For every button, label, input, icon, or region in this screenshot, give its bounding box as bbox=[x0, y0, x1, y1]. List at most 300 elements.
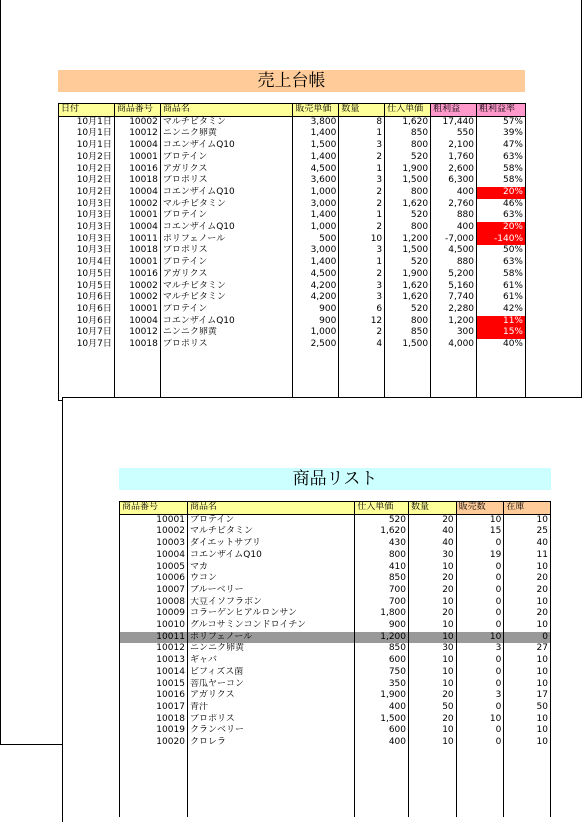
cell-gross-profit[interactable]: 6,300 bbox=[431, 175, 477, 187]
cell-cost-price[interactable]: 1,900 bbox=[385, 269, 431, 281]
cell-product-name[interactable]: アガリクス bbox=[160, 269, 293, 281]
cell-margin[interactable]: -140% bbox=[477, 234, 526, 246]
cell-sold[interactable]: 0 bbox=[456, 667, 504, 679]
cell-stock[interactable]: 10 bbox=[504, 667, 551, 679]
empty-cell[interactable] bbox=[385, 351, 431, 401]
cell-product-name[interactable]: ニンニク卵黄 bbox=[187, 643, 354, 655]
cell-margin[interactable]: 63% bbox=[477, 152, 526, 164]
cell-gross-profit[interactable]: 1,200 bbox=[431, 316, 477, 328]
cell-gross-profit[interactable]: -7,000 bbox=[431, 234, 477, 246]
cell-date[interactable]: 10月5日 bbox=[59, 281, 115, 293]
cell-product-name[interactable]: ポリフェノール bbox=[187, 632, 354, 644]
cell-quantity[interactable]: 6 bbox=[339, 304, 385, 316]
cell-margin[interactable]: 63% bbox=[477, 257, 526, 269]
cell-sale-price[interactable]: 500 bbox=[293, 234, 339, 246]
cell-cost-price[interactable]: 600 bbox=[355, 655, 409, 667]
cell-product-name[interactable]: クランベリー bbox=[187, 725, 354, 737]
cell-margin[interactable]: 46% bbox=[477, 199, 526, 211]
cell-cost-price[interactable]: 400 bbox=[355, 702, 409, 714]
cell-quantity[interactable]: 10 bbox=[409, 655, 457, 667]
cell-quantity[interactable]: 2 bbox=[339, 327, 385, 339]
cell-sale-price[interactable]: 4,500 bbox=[293, 164, 339, 176]
cell-margin[interactable]: 58% bbox=[477, 269, 526, 281]
product-row[interactable] bbox=[120, 737, 551, 749]
cell-product-id[interactable]: 10003 bbox=[120, 538, 188, 550]
cell-product-name[interactable]: コラーゲンヒアルロンサン bbox=[187, 608, 354, 620]
cell-stock[interactable]: 10 bbox=[504, 714, 551, 726]
cell-gross-profit[interactable]: 880 bbox=[431, 257, 477, 269]
cell-margin[interactable]: 15% bbox=[477, 327, 526, 339]
cell-stock[interactable]: 10 bbox=[504, 655, 551, 667]
cell-product-id[interactable]: 10012 bbox=[120, 643, 188, 655]
cell-cost-price[interactable]: 600 bbox=[355, 725, 409, 737]
cell-product-id[interactable]: 10006 bbox=[120, 573, 188, 585]
cell-margin[interactable]: 47% bbox=[477, 140, 526, 152]
cell-sold[interactable]: 3 bbox=[456, 643, 504, 655]
cell-product-name[interactable]: ギャバ bbox=[187, 655, 354, 667]
cell-product-id[interactable]: 10020 bbox=[120, 737, 188, 749]
cell-sale-price[interactable]: 1,400 bbox=[293, 152, 339, 164]
cell-cost-price[interactable]: 850 bbox=[355, 573, 409, 585]
cell-product-name[interactable]: プロポリス bbox=[160, 175, 293, 187]
cell-margin[interactable]: 63% bbox=[477, 210, 526, 222]
cell-product-name[interactable]: マルチビタミン bbox=[187, 526, 354, 538]
cell-margin[interactable]: 57% bbox=[477, 116, 526, 128]
cell-quantity[interactable]: 10 bbox=[409, 737, 457, 749]
cell-sold[interactable]: 0 bbox=[456, 597, 504, 609]
cell-cost-price[interactable]: 1,500 bbox=[385, 245, 431, 257]
cell-product-name[interactable]: プロポリス bbox=[187, 714, 354, 726]
cell-cost-price[interactable]: 750 bbox=[355, 667, 409, 679]
product-row[interactable] bbox=[120, 643, 551, 655]
cell-margin[interactable]: 42% bbox=[477, 304, 526, 316]
cell-sold[interactable]: 0 bbox=[456, 679, 504, 691]
cell-stock[interactable]: 10 bbox=[504, 679, 551, 691]
cell-quantity[interactable]: 50 bbox=[409, 702, 457, 714]
cell-cost-price[interactable]: 520 bbox=[355, 514, 409, 526]
cell-product-name[interactable]: ニンニク卵黄 bbox=[160, 327, 293, 339]
cell-cost-price[interactable]: 700 bbox=[355, 585, 409, 597]
cell-product-id[interactable]: 10013 bbox=[120, 655, 188, 667]
cell-sold[interactable]: 10 bbox=[456, 514, 504, 526]
cell-quantity[interactable]: 2 bbox=[339, 187, 385, 199]
cell-gross-profit[interactable]: 300 bbox=[431, 327, 477, 339]
cell-product-name[interactable]: マルチビタミン bbox=[160, 199, 293, 211]
cell-cost-price[interactable]: 1,500 bbox=[385, 339, 431, 351]
empty-cell[interactable] bbox=[59, 351, 115, 401]
cell-cost-price[interactable]: 1,900 bbox=[385, 164, 431, 176]
cell-product-id[interactable]: 10002 bbox=[114, 199, 160, 211]
cell-product-id[interactable]: 10009 bbox=[120, 608, 188, 620]
product-row[interactable] bbox=[120, 550, 551, 562]
cell-sold[interactable]: 3 bbox=[456, 690, 504, 702]
product-row[interactable] bbox=[120, 690, 551, 702]
cell-stock[interactable]: 10 bbox=[504, 725, 551, 737]
product-row[interactable] bbox=[120, 702, 551, 714]
cell-quantity[interactable]: 3 bbox=[339, 292, 385, 304]
cell-quantity[interactable]: 3 bbox=[339, 281, 385, 293]
cell-date[interactable]: 10月3日 bbox=[59, 234, 115, 246]
cell-quantity[interactable]: 10 bbox=[409, 562, 457, 574]
cell-quantity[interactable]: 20 bbox=[409, 514, 457, 526]
cell-sold[interactable]: 10 bbox=[456, 632, 504, 644]
cell-product-name[interactable]: プロテイン bbox=[187, 514, 354, 526]
cell-date[interactable]: 10月6日 bbox=[59, 304, 115, 316]
cell-product-id[interactable]: 10014 bbox=[120, 667, 188, 679]
cell-product-id[interactable]: 10004 bbox=[114, 222, 160, 234]
cell-sale-price[interactable]: 900 bbox=[293, 316, 339, 328]
cell-product-name[interactable]: コエンザイムQ10 bbox=[160, 222, 293, 234]
cell-product-name[interactable]: マルチビタミン bbox=[160, 116, 293, 128]
product-row[interactable] bbox=[120, 562, 551, 574]
cell-stock[interactable]: 10 bbox=[504, 620, 551, 632]
cell-sale-price[interactable]: 1,000 bbox=[293, 187, 339, 199]
cell-product-name[interactable]: ブルーベリー bbox=[187, 585, 354, 597]
cell-cost-price[interactable]: 410 bbox=[355, 562, 409, 574]
cell-gross-profit[interactable]: 4,000 bbox=[431, 339, 477, 351]
cell-product-id[interactable]: 10018 bbox=[114, 175, 160, 187]
cell-product-name[interactable]: マルチビタミン bbox=[160, 292, 293, 304]
cell-cost-price[interactable]: 520 bbox=[385, 304, 431, 316]
cell-date[interactable]: 10月3日 bbox=[59, 199, 115, 211]
cell-cost-price[interactable]: 700 bbox=[355, 597, 409, 609]
cell-product-name[interactable]: 大豆イソフラボン bbox=[187, 597, 354, 609]
cell-product-name[interactable]: アガリクス bbox=[160, 164, 293, 176]
cell-stock[interactable]: 10 bbox=[504, 737, 551, 749]
cell-quantity[interactable]: 8 bbox=[339, 116, 385, 128]
cell-cost-price[interactable]: 1,620 bbox=[385, 199, 431, 211]
cell-product-id[interactable]: 10004 bbox=[114, 187, 160, 199]
cell-cost-price[interactable]: 1,500 bbox=[355, 714, 409, 726]
cell-product-id[interactable]: 10004 bbox=[114, 316, 160, 328]
product-row[interactable] bbox=[120, 514, 551, 526]
cell-product-name[interactable]: ウコン bbox=[187, 573, 354, 585]
cell-quantity[interactable]: 20 bbox=[409, 585, 457, 597]
cell-margin[interactable]: 50% bbox=[477, 245, 526, 257]
cell-stock[interactable]: 50 bbox=[504, 702, 551, 714]
cell-sold[interactable]: 0 bbox=[456, 620, 504, 632]
cell-cost-price[interactable]: 1,900 bbox=[355, 690, 409, 702]
cell-margin[interactable]: 61% bbox=[477, 292, 526, 304]
cell-stock[interactable]: 17 bbox=[504, 690, 551, 702]
cell-cost-price[interactable]: 800 bbox=[385, 187, 431, 199]
cell-cost-price[interactable]: 800 bbox=[385, 140, 431, 152]
empty-cell[interactable] bbox=[355, 749, 409, 817]
cell-cost-price[interactable]: 900 bbox=[355, 620, 409, 632]
cell-gross-profit[interactable]: 5,200 bbox=[431, 269, 477, 281]
cell-sale-price[interactable]: 3,800 bbox=[293, 116, 339, 128]
product-row[interactable] bbox=[120, 526, 551, 538]
cell-gross-profit[interactable]: 400 bbox=[431, 222, 477, 234]
cell-sale-price[interactable]: 1,000 bbox=[293, 327, 339, 339]
cell-sold[interactable]: 0 bbox=[456, 725, 504, 737]
cell-margin[interactable]: 40% bbox=[477, 339, 526, 351]
cell-margin[interactable]: 58% bbox=[477, 164, 526, 176]
cell-cost-price[interactable]: 850 bbox=[385, 128, 431, 140]
cell-product-name[interactable]: アガリクス bbox=[187, 690, 354, 702]
cell-date[interactable]: 10月2日 bbox=[59, 187, 115, 199]
cell-quantity[interactable]: 40 bbox=[409, 538, 457, 550]
cell-quantity[interactable]: 10 bbox=[409, 679, 457, 691]
cell-product-name[interactable]: プロポリス bbox=[160, 339, 293, 351]
cell-product-id[interactable]: 10001 bbox=[114, 304, 160, 316]
empty-cell[interactable] bbox=[160, 351, 293, 401]
cell-sold[interactable]: 0 bbox=[456, 655, 504, 667]
cell-date[interactable]: 10月2日 bbox=[59, 152, 115, 164]
cell-product-id[interactable]: 10012 bbox=[114, 128, 160, 140]
cell-product-id[interactable]: 10011 bbox=[120, 632, 188, 644]
cell-product-name[interactable]: コエンザイムQ10 bbox=[160, 187, 293, 199]
cell-sale-price[interactable]: 4,500 bbox=[293, 269, 339, 281]
cell-stock[interactable]: 40 bbox=[504, 538, 551, 550]
cell-quantity[interactable]: 3 bbox=[339, 245, 385, 257]
cell-product-id[interactable]: 10004 bbox=[114, 140, 160, 152]
cell-product-name[interactable]: プロテイン bbox=[160, 304, 293, 316]
cell-date[interactable]: 10月3日 bbox=[59, 210, 115, 222]
cell-product-name[interactable]: プロテイン bbox=[160, 257, 293, 269]
cell-product-id[interactable]: 10002 bbox=[114, 292, 160, 304]
cell-margin[interactable]: 58% bbox=[477, 175, 526, 187]
product-row[interactable] bbox=[120, 667, 551, 679]
cell-product-id[interactable]: 10016 bbox=[114, 164, 160, 176]
cell-product-id[interactable]: 10015 bbox=[120, 679, 188, 691]
cell-quantity[interactable]: 2 bbox=[339, 199, 385, 211]
cell-product-id[interactable]: 10018 bbox=[114, 245, 160, 257]
cell-margin[interactable]: 11% bbox=[477, 316, 526, 328]
cell-sold[interactable]: 0 bbox=[456, 702, 504, 714]
product-row[interactable] bbox=[120, 655, 551, 667]
empty-cell[interactable] bbox=[409, 749, 457, 817]
cell-cost-price[interactable]: 520 bbox=[385, 257, 431, 269]
cell-gross-profit[interactable]: 4,500 bbox=[431, 245, 477, 257]
cell-sale-price[interactable]: 900 bbox=[293, 304, 339, 316]
cell-cost-price[interactable]: 1,620 bbox=[385, 281, 431, 293]
cell-product-name[interactable]: クロレラ bbox=[187, 737, 354, 749]
cell-date[interactable]: 10月6日 bbox=[59, 292, 115, 304]
cell-quantity[interactable]: 2 bbox=[339, 269, 385, 281]
cell-sold[interactable]: 0 bbox=[456, 573, 504, 585]
cell-stock[interactable]: 20 bbox=[504, 585, 551, 597]
cell-stock[interactable]: 10 bbox=[504, 514, 551, 526]
cell-date[interactable]: 10月1日 bbox=[59, 116, 115, 128]
empty-cell[interactable] bbox=[431, 351, 477, 401]
cell-product-name[interactable]: 青汁 bbox=[187, 702, 354, 714]
cell-sold[interactable]: 0 bbox=[456, 538, 504, 550]
cell-cost-price[interactable]: 1,620 bbox=[355, 526, 409, 538]
cell-quantity[interactable]: 4 bbox=[339, 339, 385, 351]
cell-quantity[interactable]: 1 bbox=[339, 128, 385, 140]
cell-stock[interactable]: 27 bbox=[504, 643, 551, 655]
cell-gross-profit[interactable]: 2,100 bbox=[431, 140, 477, 152]
cell-margin[interactable]: 20% bbox=[477, 222, 526, 234]
cell-product-name[interactable]: コエンザイムQ10 bbox=[187, 550, 354, 562]
cell-date[interactable]: 10月7日 bbox=[59, 327, 115, 339]
cell-product-id[interactable]: 10016 bbox=[114, 269, 160, 281]
cell-product-id[interactable]: 10008 bbox=[120, 597, 188, 609]
cell-stock[interactable]: 20 bbox=[504, 573, 551, 585]
cell-quantity[interactable]: 10 bbox=[409, 725, 457, 737]
cell-cost-price[interactable]: 1,200 bbox=[355, 632, 409, 644]
cell-product-id[interactable]: 10001 bbox=[114, 210, 160, 222]
cell-quantity[interactable]: 30 bbox=[409, 643, 457, 655]
cell-sold[interactable]: 0 bbox=[456, 562, 504, 574]
cell-gross-profit[interactable]: 880 bbox=[431, 210, 477, 222]
cell-product-name[interactable]: プロポリス bbox=[160, 245, 293, 257]
product-row[interactable] bbox=[120, 608, 551, 620]
cell-quantity[interactable]: 2 bbox=[339, 152, 385, 164]
cell-stock[interactable]: 25 bbox=[504, 526, 551, 538]
product-row[interactable] bbox=[120, 573, 551, 585]
cell-quantity[interactable]: 3 bbox=[339, 140, 385, 152]
cell-product-name[interactable]: プロテイン bbox=[160, 210, 293, 222]
cell-gross-profit[interactable]: 550 bbox=[431, 128, 477, 140]
cell-stock[interactable]: 10 bbox=[504, 597, 551, 609]
cell-cost-price[interactable]: 800 bbox=[385, 222, 431, 234]
empty-cell[interactable] bbox=[339, 351, 385, 401]
cell-gross-profit[interactable]: 2,600 bbox=[431, 164, 477, 176]
cell-quantity[interactable]: 20 bbox=[409, 608, 457, 620]
cell-cost-price[interactable]: 520 bbox=[385, 152, 431, 164]
cell-gross-profit[interactable]: 2,280 bbox=[431, 304, 477, 316]
cell-product-name[interactable]: 菩瓜ヤーコン bbox=[187, 679, 354, 691]
cell-sale-price[interactable]: 4,200 bbox=[293, 292, 339, 304]
cell-product-id[interactable]: 10011 bbox=[114, 234, 160, 246]
cell-cost-price[interactable]: 1,620 bbox=[385, 116, 431, 128]
cell-product-id[interactable]: 10007 bbox=[120, 585, 188, 597]
cell-cost-price[interactable]: 1,620 bbox=[385, 292, 431, 304]
cell-product-id[interactable]: 10001 bbox=[120, 514, 188, 526]
cell-date[interactable]: 10月3日 bbox=[59, 245, 115, 257]
empty-cell[interactable] bbox=[120, 749, 188, 817]
empty-cell[interactable] bbox=[293, 351, 339, 401]
empty-cell[interactable] bbox=[114, 351, 160, 401]
empty-cell[interactable] bbox=[456, 749, 504, 817]
cell-sold[interactable]: 19 bbox=[456, 550, 504, 562]
cell-product-name[interactable]: マルチビタミン bbox=[160, 281, 293, 293]
cell-stock[interactable]: 11 bbox=[504, 550, 551, 562]
cell-product-id[interactable]: 10010 bbox=[120, 620, 188, 632]
cell-date[interactable]: 10月3日 bbox=[59, 222, 115, 234]
cell-cost-price[interactable]: 400 bbox=[355, 737, 409, 749]
empty-cell[interactable] bbox=[187, 749, 354, 817]
cell-product-name[interactable]: グルコサミンコンドロイチン bbox=[187, 620, 354, 632]
cell-sale-price[interactable]: 1,000 bbox=[293, 222, 339, 234]
product-row[interactable] bbox=[120, 725, 551, 737]
cell-quantity[interactable]: 1 bbox=[339, 210, 385, 222]
cell-product-name[interactable]: マカ bbox=[187, 562, 354, 574]
cell-quantity[interactable]: 10 bbox=[409, 632, 457, 644]
cell-date[interactable]: 10月7日 bbox=[59, 339, 115, 351]
cell-date[interactable]: 10月2日 bbox=[59, 175, 115, 187]
product-row[interactable] bbox=[120, 620, 551, 632]
cell-product-name[interactable]: ダイエットサプリ bbox=[187, 538, 354, 550]
cell-quantity[interactable]: 10 bbox=[339, 234, 385, 246]
cell-product-name[interactable]: ビフィズス菌 bbox=[187, 667, 354, 679]
cell-product-id[interactable]: 10001 bbox=[114, 257, 160, 269]
cell-gross-profit[interactable]: 17,440 bbox=[431, 116, 477, 128]
cell-product-id[interactable]: 10017 bbox=[120, 702, 188, 714]
cell-sold[interactable]: 0 bbox=[456, 585, 504, 597]
cell-sale-price[interactable]: 2,500 bbox=[293, 339, 339, 351]
cell-sold[interactable]: 15 bbox=[456, 526, 504, 538]
cell-cost-price[interactable]: 350 bbox=[355, 679, 409, 691]
cell-quantity[interactable]: 20 bbox=[409, 690, 457, 702]
cell-product-name[interactable]: プロテイン bbox=[160, 152, 293, 164]
cell-quantity[interactable]: 1 bbox=[339, 164, 385, 176]
cell-gross-profit[interactable]: 5,160 bbox=[431, 281, 477, 293]
cell-gross-profit[interactable]: 1,760 bbox=[431, 152, 477, 164]
cell-stock[interactable]: 20 bbox=[504, 608, 551, 620]
cell-margin[interactable]: 20% bbox=[477, 187, 526, 199]
cell-product-id[interactable]: 10002 bbox=[120, 526, 188, 538]
cell-product-id[interactable]: 10012 bbox=[114, 327, 160, 339]
cell-sold[interactable]: 0 bbox=[456, 737, 504, 749]
cell-date[interactable]: 10月2日 bbox=[59, 164, 115, 176]
cell-date[interactable]: 10月6日 bbox=[59, 316, 115, 328]
cell-cost-price[interactable]: 800 bbox=[385, 316, 431, 328]
cell-quantity[interactable]: 30 bbox=[409, 550, 457, 562]
cell-sale-price[interactable]: 1,400 bbox=[293, 257, 339, 269]
product-row[interactable] bbox=[120, 585, 551, 597]
cell-product-id[interactable]: 10018 bbox=[120, 714, 188, 726]
cell-product-name[interactable]: ニンニク卵黄 bbox=[160, 128, 293, 140]
cell-margin[interactable]: 39% bbox=[477, 128, 526, 140]
cell-sale-price[interactable]: 3,000 bbox=[293, 245, 339, 257]
cell-margin[interactable]: 61% bbox=[477, 281, 526, 293]
cell-gross-profit[interactable]: 2,760 bbox=[431, 199, 477, 211]
cell-quantity[interactable]: 3 bbox=[339, 175, 385, 187]
cell-cost-price[interactable]: 850 bbox=[385, 327, 431, 339]
cell-cost-price[interactable]: 1,200 bbox=[385, 234, 431, 246]
cell-product-id[interactable]: 10001 bbox=[114, 152, 160, 164]
cell-sale-price[interactable]: 1,400 bbox=[293, 210, 339, 222]
product-row[interactable] bbox=[120, 632, 551, 644]
cell-sale-price[interactable]: 3,000 bbox=[293, 199, 339, 211]
cell-sale-price[interactable]: 1,400 bbox=[293, 128, 339, 140]
cell-product-id[interactable]: 10002 bbox=[114, 281, 160, 293]
cell-quantity[interactable]: 10 bbox=[409, 597, 457, 609]
empty-cell[interactable] bbox=[504, 749, 551, 817]
cell-product-id[interactable]: 10005 bbox=[120, 562, 188, 574]
cell-quantity[interactable]: 1 bbox=[339, 257, 385, 269]
cell-quantity[interactable]: 12 bbox=[339, 316, 385, 328]
cell-gross-profit[interactable]: 400 bbox=[431, 187, 477, 199]
cell-date[interactable]: 10月1日 bbox=[59, 140, 115, 152]
cell-product-id[interactable]: 10004 bbox=[120, 550, 188, 562]
cell-stock[interactable]: 10 bbox=[504, 562, 551, 574]
cell-stock[interactable]: 0 bbox=[504, 632, 551, 644]
product-row[interactable] bbox=[120, 714, 551, 726]
cell-product-name[interactable]: コエンザイムQ10 bbox=[160, 140, 293, 152]
cell-product-id[interactable]: 10002 bbox=[114, 116, 160, 128]
cell-cost-price[interactable]: 1,500 bbox=[385, 175, 431, 187]
cell-quantity[interactable]: 40 bbox=[409, 526, 457, 538]
product-row[interactable] bbox=[120, 538, 551, 550]
cell-sale-price[interactable]: 1,500 bbox=[293, 140, 339, 152]
cell-quantity[interactable]: 20 bbox=[409, 573, 457, 585]
empty-cell[interactable] bbox=[477, 351, 526, 401]
cell-sold[interactable]: 0 bbox=[456, 608, 504, 620]
cell-product-id[interactable]: 10018 bbox=[114, 339, 160, 351]
cell-quantity[interactable]: 2 bbox=[339, 222, 385, 234]
cell-cost-price[interactable]: 430 bbox=[355, 538, 409, 550]
cell-product-name[interactable]: ポリフェノール bbox=[160, 234, 293, 246]
cell-quantity[interactable]: 10 bbox=[409, 620, 457, 632]
cell-product-id[interactable]: 10019 bbox=[120, 725, 188, 737]
cell-date[interactable]: 10月5日 bbox=[59, 269, 115, 281]
cell-quantity[interactable]: 20 bbox=[409, 714, 457, 726]
product-row[interactable] bbox=[120, 679, 551, 691]
